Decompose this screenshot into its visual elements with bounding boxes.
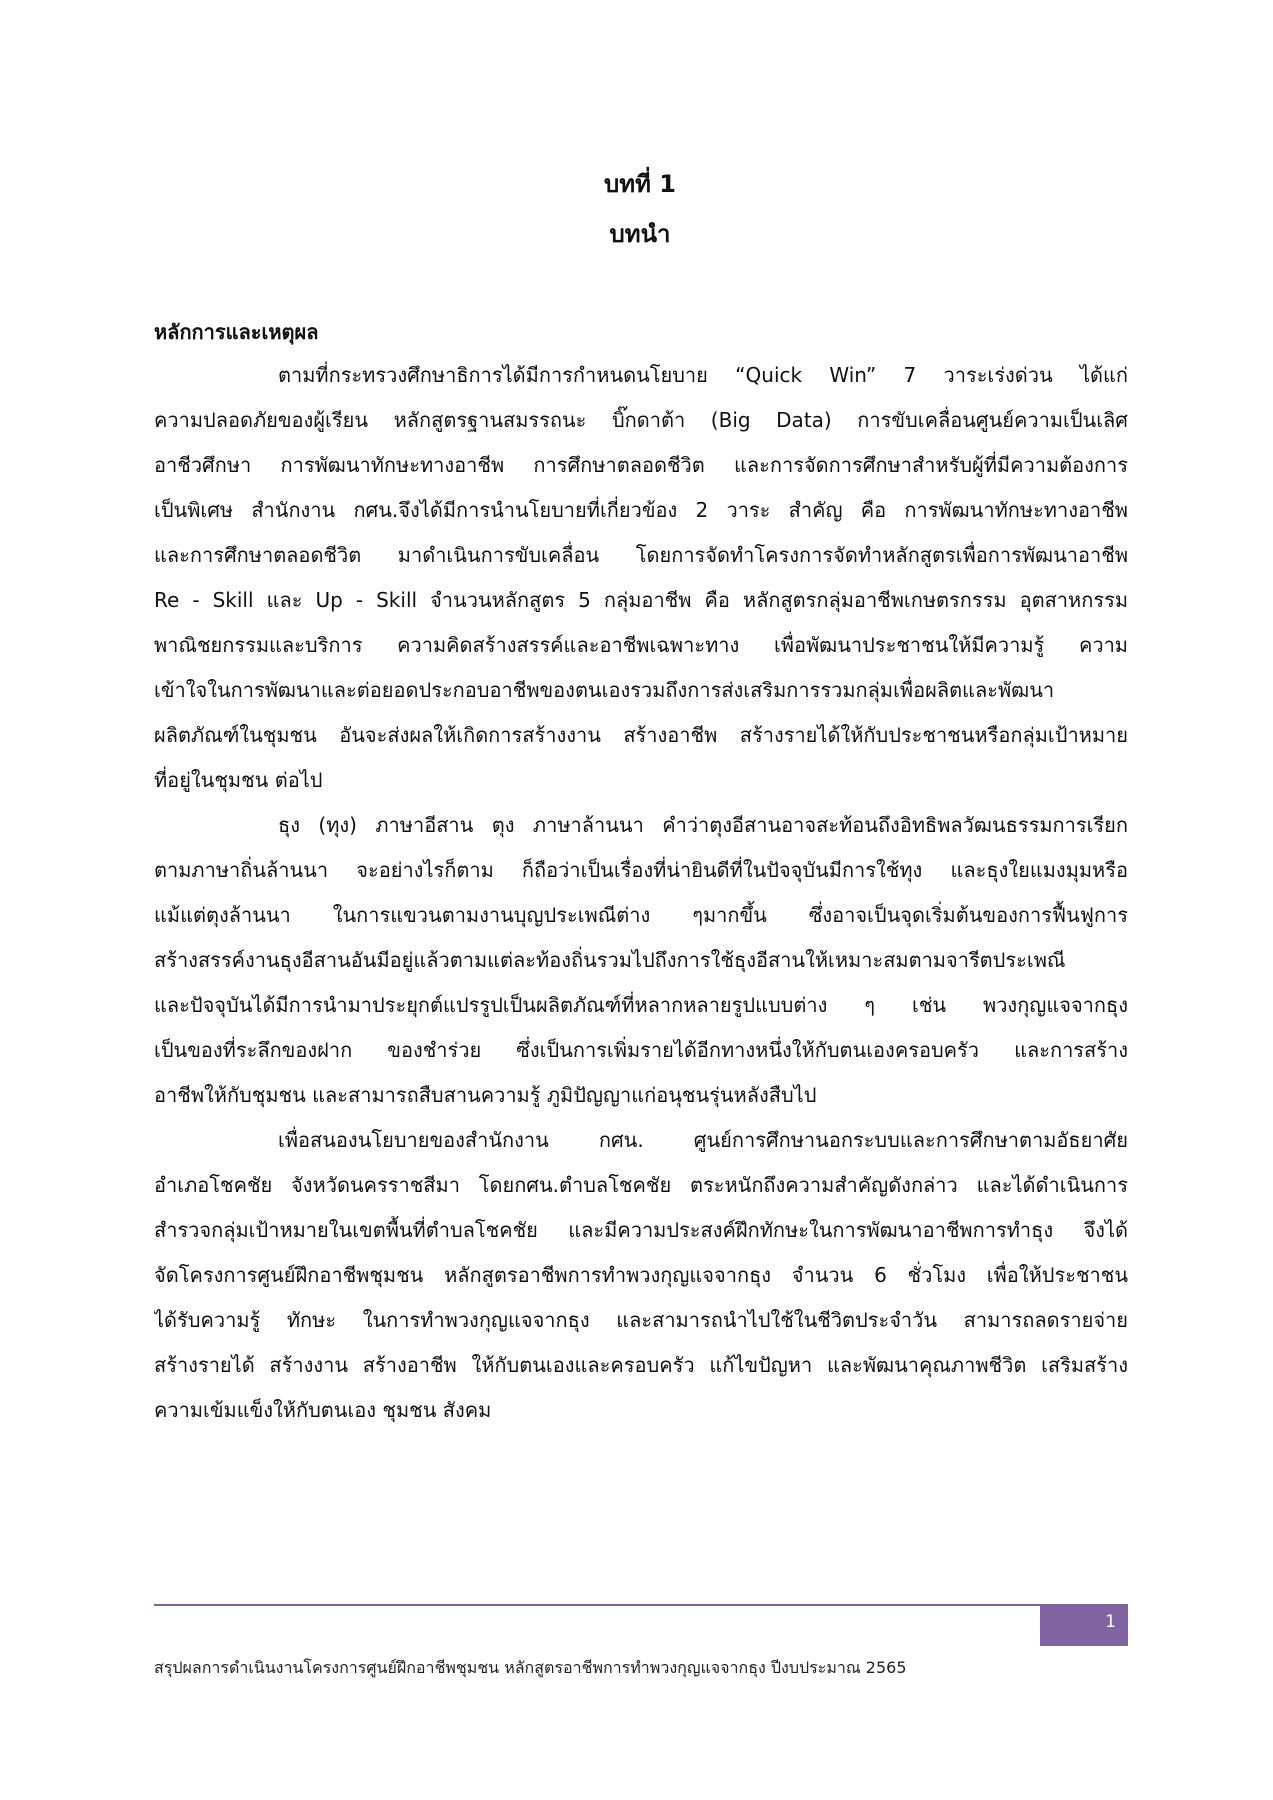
paragraph-line: สร้างรายได้ สร้างงาน สร้างอาชีพ ให้กับตนเองและครอบครัว แก้ไขปัญหา และพัฒนาคุณภาพชีวิต เสริมสร้าง xyxy=(154,1353,1128,1377)
paragraph-line: ผลิตภัณฑ์ในชุมชน อันจะส่งผลให้เกิดการสร้างงาน สร้างอาชีพ สร้างรายได้ให้กับประชาชนหรือกลุ่มเป้าหมาย xyxy=(154,723,1128,747)
paragraph-line: ความเข้มแข็งให้กับตนเอง ชุมชน สังคม xyxy=(154,1398,492,1422)
paragraph-line: เป็นของที่ระลึกของฝาก ของชำร่วย ซึ่งเป็นการเพิ่มรายได้อีกทางหนึ่งให้กับตนเองครอบครัว และการสร้าง xyxy=(154,1038,1128,1062)
chapter-title: บทนำ xyxy=(609,220,671,248)
paragraph-line: พาณิชยกรรมและบริการ ความคิดสร้างสรรค์และอาชีพเฉพาะทาง เพื่อพัฒนาประชาชนให้มีความรู้ ความ xyxy=(154,633,1128,657)
section-heading: หลักการและเหตุผล xyxy=(154,320,319,344)
paragraph-line: ตามที่กระทรวงศึกษาธิการได้มีการกำหนดนโยบาย “Quick Win” 7 วาระเร่งด่วน ได้แก่ xyxy=(278,363,1128,387)
paragraph-line: ที่อยู่ในชุมชน ต่อไป xyxy=(154,768,323,792)
paragraph-line: Re - Skill และ Up - Skill จำนวนหลักสูตร 5 กลุ่มอาชีพ คือ หลักสูตรกลุ่มอาชีพเกษตรกรรม อุตสาหกรรม xyxy=(154,588,1128,612)
paragraph-line: เข้าใจในการพัฒนาและต่อยอดประกอบอาชีพของตนเองรวมถึงการส่งเสริมการรวมกลุ่มเพื่อผลิตและพัฒนา xyxy=(154,678,1055,702)
chapter-number: บทที่ 1 xyxy=(604,170,676,198)
page-number: 1 xyxy=(1040,1604,1128,1646)
paragraph-line: และปัจจุบันได้มีการนำมาประยุกต์แปรรูปเป็นผลิตภัณฑ์ที่หลากหลายรูปแบบต่าง ๆ เช่น พวงกุญแจจากธุง xyxy=(154,993,1128,1017)
document-body xyxy=(154,353,1128,1433)
paragraph-line: ธุง (ทุง) ภาษาอีสาน ตุง ภาษาล้านนา คำว่าตุงอีสานอาจสะท้อนถึงอิทธิพลวัฒนธรรมการเรียก xyxy=(278,813,1128,837)
paragraph-line: ได้รับความรู้ ทักษะ ในการทำพวงกุญแจจากธุง และสามารถนำไปใช้ในชีวิตประจำวัน สามารถลดรายจ่าย xyxy=(154,1308,1128,1332)
paragraph-line: สร้างสรรค์งานธุงอีสานอันมีอยู่แล้วตามแต่ละท้องถิ่นรวมไปถึงการใช้ธุงอีสานให้เหมาะสมตามจารีตประเพณี xyxy=(154,948,1066,972)
paragraph-line: และการศึกษาตลอดชีวิต มาดำเนินการขับเคลื่อน โดยการจัดทำโครงการจัดทำหลักสูตรเพื่อการพัฒนาอาชีพ xyxy=(154,543,1128,567)
footer-text: สรุปผลการดำเนินงานโครงการศูนย์ฝึกอาชีพชุมชน หลักสูตรอาชีพการทำพวงกุญแจจากธุง ปีงบประมาณ 2565 xyxy=(154,1658,907,1677)
paragraph-line: อาชีพให้กับชุมชน และสามารถสืบสานความรู้ ภูมิปัญญาแก่อนุชนรุ่นหลังสืบไป xyxy=(154,1083,817,1107)
paragraph-line: อำเภอโชคชัย จังหวัดนครราชสีมา โดยกศน.ตำบลโชคชัย ตระหนักถึงความสำคัญดังกล่าว และได้ดำเนินการ xyxy=(154,1173,1128,1197)
paragraph-line: สำรวจกลุ่มเป้าหมายในเขตพื้นที่ตำบลโชคชัย และมีความประสงค์ฝึกทักษะในการพัฒนาอาชีพการทำธุง จึงได้ xyxy=(154,1218,1128,1242)
paragraph-line: ความปลอดภัยของผู้เรียน หลักสูตรฐานสมรรถนะ บิ๊กดาต้า (Big Data) การขับเคลื่อนศูนย์ความเป็นเลิศ xyxy=(154,408,1128,432)
paragraph-line: เป็นพิเศษ สำนักงาน กศน.จึงได้มีการนำนโยบายที่เกี่ยวข้อง 2 วาระ สำคัญ คือ การพัฒนาทักษะทางอาชีพ xyxy=(154,498,1128,522)
paragraph-line: จัดโครงการศูนย์ฝึกอาชีพชุมชน หลักสูตรอาชีพการทำพวงกุญแจจากธุง จำนวน 6 ชั่วโมง เพื่อให้ประชาชน xyxy=(154,1263,1128,1287)
paragraph-line: แม้แต่ตุงล้านนา ในการแขวนตามงานบุญประเพณีต่าง ๆมากขึ้น ซึ่งอาจเป็นจุดเริ่มต้นของการฟื้นฟูการ xyxy=(154,903,1128,927)
footer-rule xyxy=(154,1604,1128,1606)
paragraph-line: อาชีวศึกษา การพัฒนาทักษะทางอาชีพ การศึกษาตลอดชีวิต และการจัดการศึกษาสำหรับผู้ที่มีความต้องการ xyxy=(154,453,1128,477)
paragraph-line: ตามภาษาถิ่นล้านนา จะอย่างไรก็ตาม ก็ถือว่าเป็นเรื่องที่น่ายินดีที่ในปัจจุบันมีการใช้ทุง และธุงใยแมงมุมหรือ xyxy=(154,858,1128,882)
paragraph-line: เพื่อสนองนโยบายของสำนักงาน กศน. ศูนย์การศึกษานอกระบบและการศึกษาตามอัธยาศัย xyxy=(278,1128,1128,1152)
